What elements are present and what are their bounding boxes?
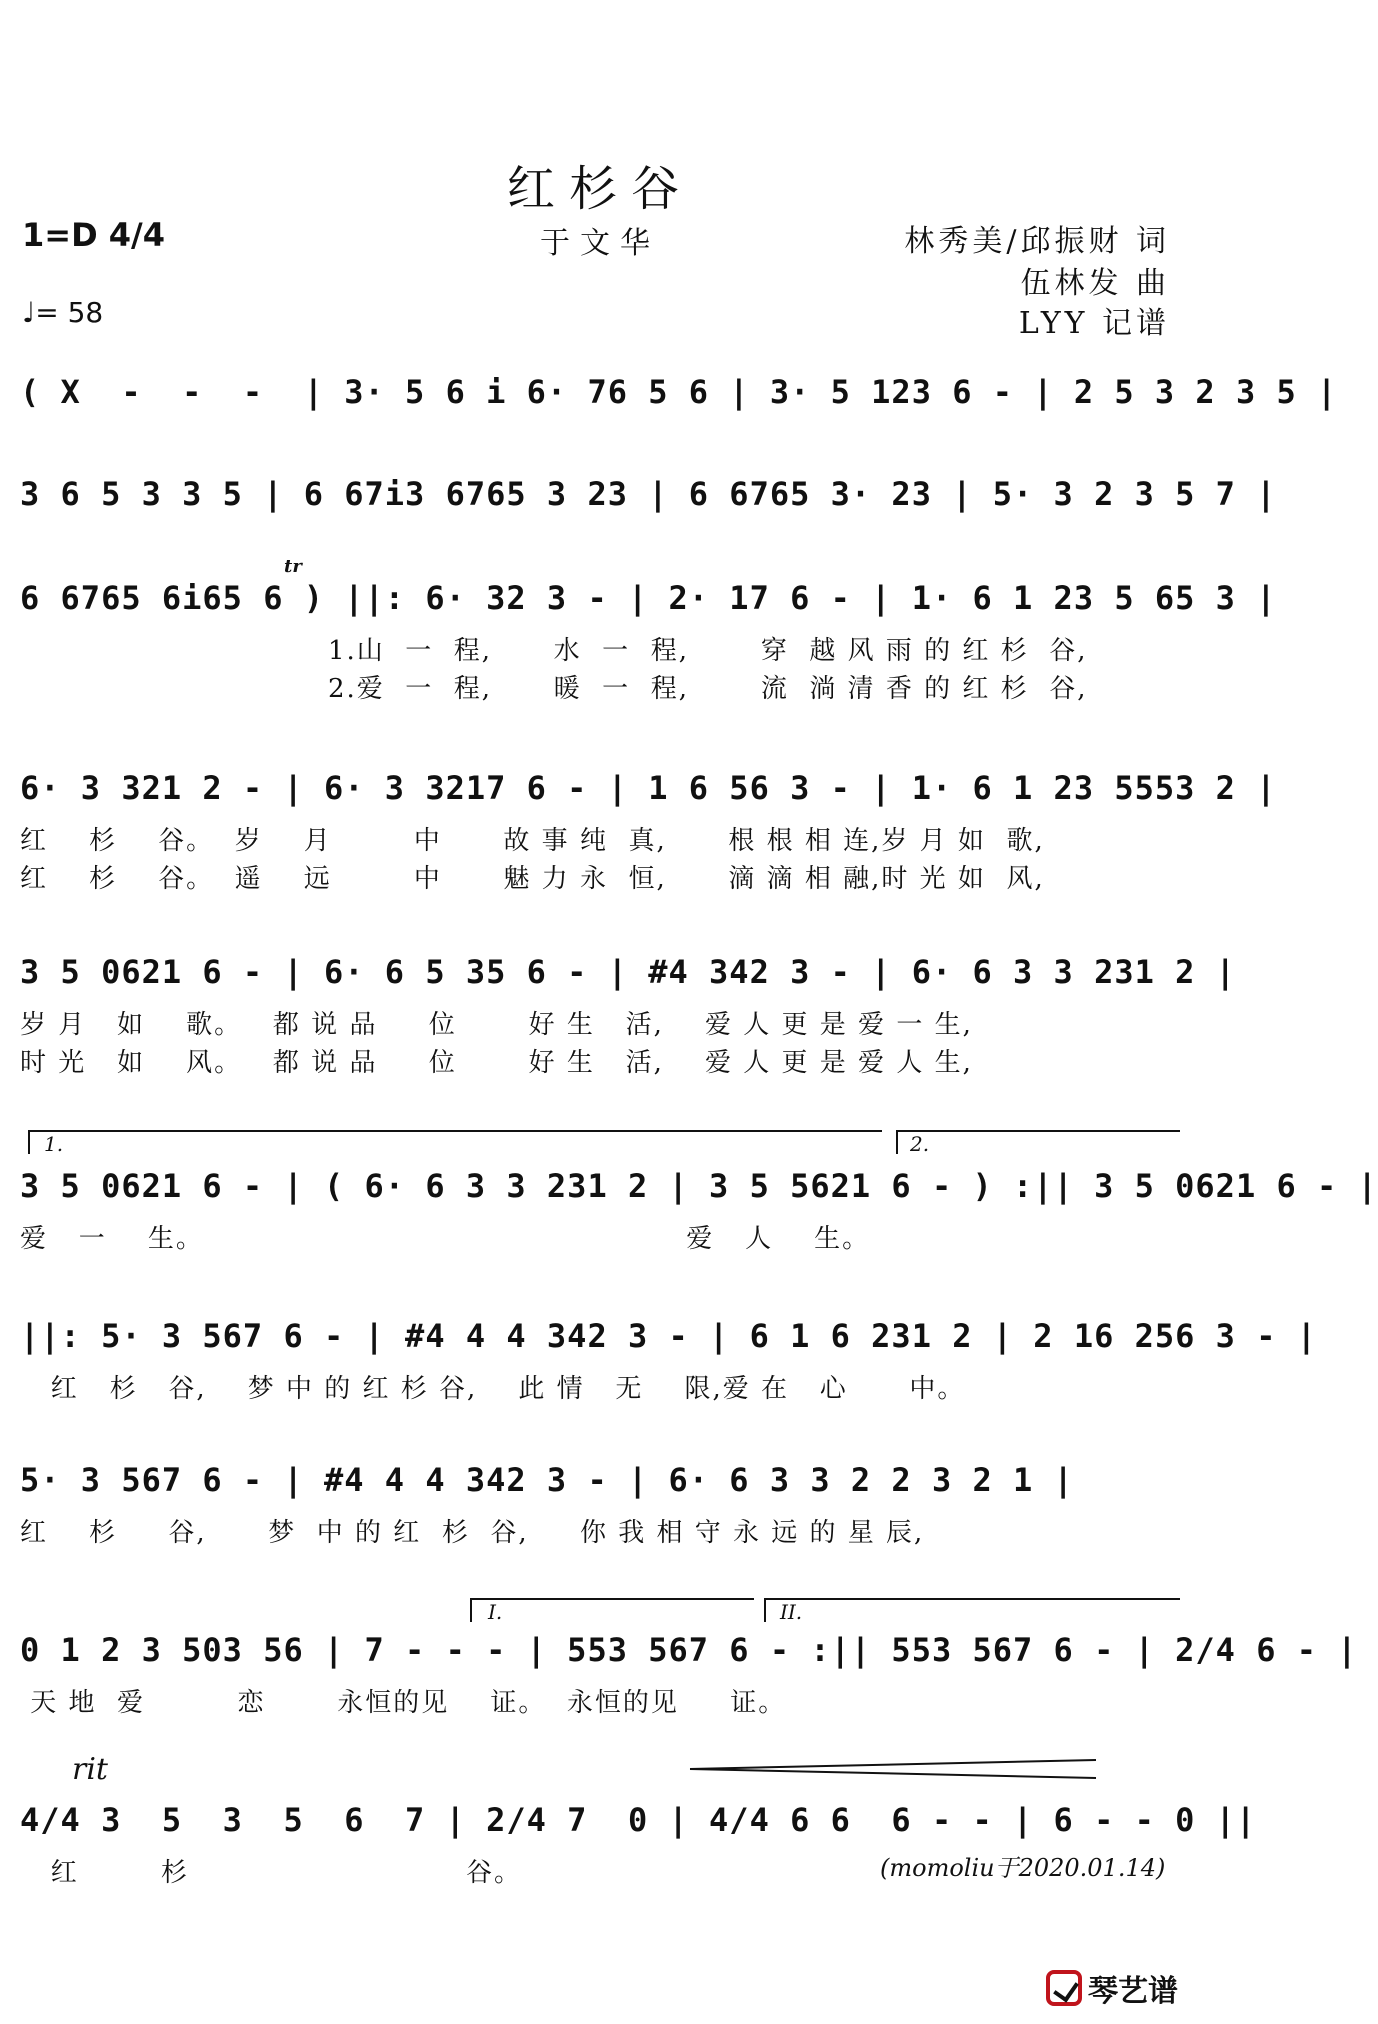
key-signature: 1=D 4/4 — [22, 216, 165, 254]
notation-line: 3 6 5 3 3 5 | 6 67i3 6765 3 23 | 6 6765 3· 23 | 5· 3 2 3 5 7 | — [20, 475, 1277, 513]
decrescendo-hairpin — [688, 1756, 1098, 1782]
notation-line: ||: 5· 3 567 6 - | #4 4 4 342 3 - | 6 1 6 231 2 | 2 16 256 3 - | — [20, 1317, 1317, 1355]
volta-label-1-roman: I. — [488, 1600, 503, 1624]
site-logo — [1046, 1966, 1178, 2010]
notation-line: 3 5 0621 6 - | ( 6· 6 3 3 231 2 | 3 5 5621 6 - ) :|| 3 5 0621 6 - | — [20, 1167, 1378, 1205]
volta-label-2: 2. — [910, 1132, 930, 1156]
tempo-marking: ♩= 58 — [22, 296, 104, 329]
ritardando-marking: rit — [72, 1752, 108, 1787]
song-title: 红杉谷 — [506, 161, 693, 217]
volta-bracket-1-roman — [470, 1598, 754, 1622]
volta-label-1: 1. — [44, 1132, 64, 1156]
trill-mark: tr — [284, 556, 302, 577]
notation-line: 5· 3 567 6 - | #4 4 4 342 3 - | 6· 6 3 3 2 2 3 2 1 | — [20, 1461, 1074, 1499]
lyric-line: 爱 一 生。 爱 人 生。 — [20, 1224, 871, 1254]
logo-icon — [1046, 1970, 1082, 2006]
notation-line: 6 6765 6i65 6 ) ||: 6· 32 3 - | 2· 17 6 - | 1· 6 1 23 5 65 3 | — [20, 579, 1277, 617]
singer-name: 于文华 — [540, 226, 660, 261]
volta-label-2-roman: II. — [780, 1600, 803, 1624]
volta-bracket-2 — [896, 1130, 1180, 1154]
lyric-verse-1: 1.山 一 程, 水 一 程, 穿 越 风 雨 的 红 杉 谷, — [20, 636, 1088, 666]
score-row-9 — [20, 1630, 1358, 1722]
notation-line: 0 1 2 3 503 56 | 7 - - - | 553 567 6 - :|| 553 567 6 - | 2/4 6 - | — [20, 1631, 1358, 1669]
notation-line: 4/4 3 5 3 5 6 7 | 2/4 7 0 | 4/4 6 6 6 - - | 6 - - 0 || — [20, 1801, 1257, 1839]
score-row-5 — [20, 952, 1236, 1082]
lyric-verse-2: 2.爱 一 程, 暖 一 程, 流 淌 清 香 的 红 杉 谷, — [20, 674, 1088, 704]
lyric-line: 红 杉 谷, 梦 中 的 红 杉 谷, 你 我 相 守 永 远 的 星 辰, — [20, 1518, 925, 1548]
score-row-6 — [20, 1166, 1378, 1258]
score-row-8 — [20, 1460, 1180, 1552]
score-row-7 — [20, 1316, 1317, 1408]
lyric-line: 天 地 爱 恋 永恒的见 证。 永恒的见 证。 — [20, 1688, 787, 1718]
transcriber-signature: (momoliu于2020.01.14) — [880, 1854, 1166, 1882]
transcriber-credit: LYY 记谱 — [1018, 306, 1170, 341]
notation-line: 3 5 0621 6 - | 6· 6 5 35 6 - | #4 342 3 - | 6· 6 3 3 231 2 | — [20, 953, 1236, 991]
notation-line: 6· 3 321 2 - | 6· 3 3217 6 - | 1 6 56 3 - | 1· 6 1 23 5553 2 | — [20, 769, 1277, 807]
lyric-verse-2: 时 光 如 风。 都 说 品 位 好 生 活, 爱 人 更 是 爱 人 生, — [20, 1048, 973, 1078]
notation-line: ( X - - - | 3· 5 6 i 6· 76 5 6 | 3· 5 123 6 - | 2 5 3 2 3 5 | — [20, 373, 1338, 411]
score-row-1 — [20, 372, 1338, 412]
volta-bracket-2-roman — [764, 1598, 1180, 1622]
lyric-line: 红 杉 谷。 — [20, 1858, 523, 1888]
score-row-2 — [20, 474, 1277, 514]
composer-credit: 伍林发 曲 — [1020, 266, 1170, 301]
score-row-4 — [20, 768, 1277, 898]
lyric-verse-1: 岁 月 如 歌。 都 说 品 位 好 生 活, 爱 人 更 是 爱 一 生, — [20, 1010, 973, 1040]
lyric-verse-1: 红 杉 谷。 岁 月 中 故 事 纯 真, 根 根 相 连,岁 月 如 歌, — [20, 826, 1045, 856]
score-row-3 — [20, 578, 1277, 708]
logo-text: 琴艺谱 — [1088, 1974, 1178, 2009]
volta-bracket-1 — [28, 1130, 882, 1154]
lyric-line: 红 杉 谷, 梦 中 的 红 杉 谷, 此 情 无 限,爱 在 心 中。 — [20, 1374, 966, 1404]
lyric-verse-2: 红 杉 谷。 遥 远 中 魅 力 永 恒, 滴 滴 相 融,时 光 如 风, — [20, 864, 1045, 894]
lyricist-credit: 林秀美/邱振财 词 — [904, 224, 1170, 259]
